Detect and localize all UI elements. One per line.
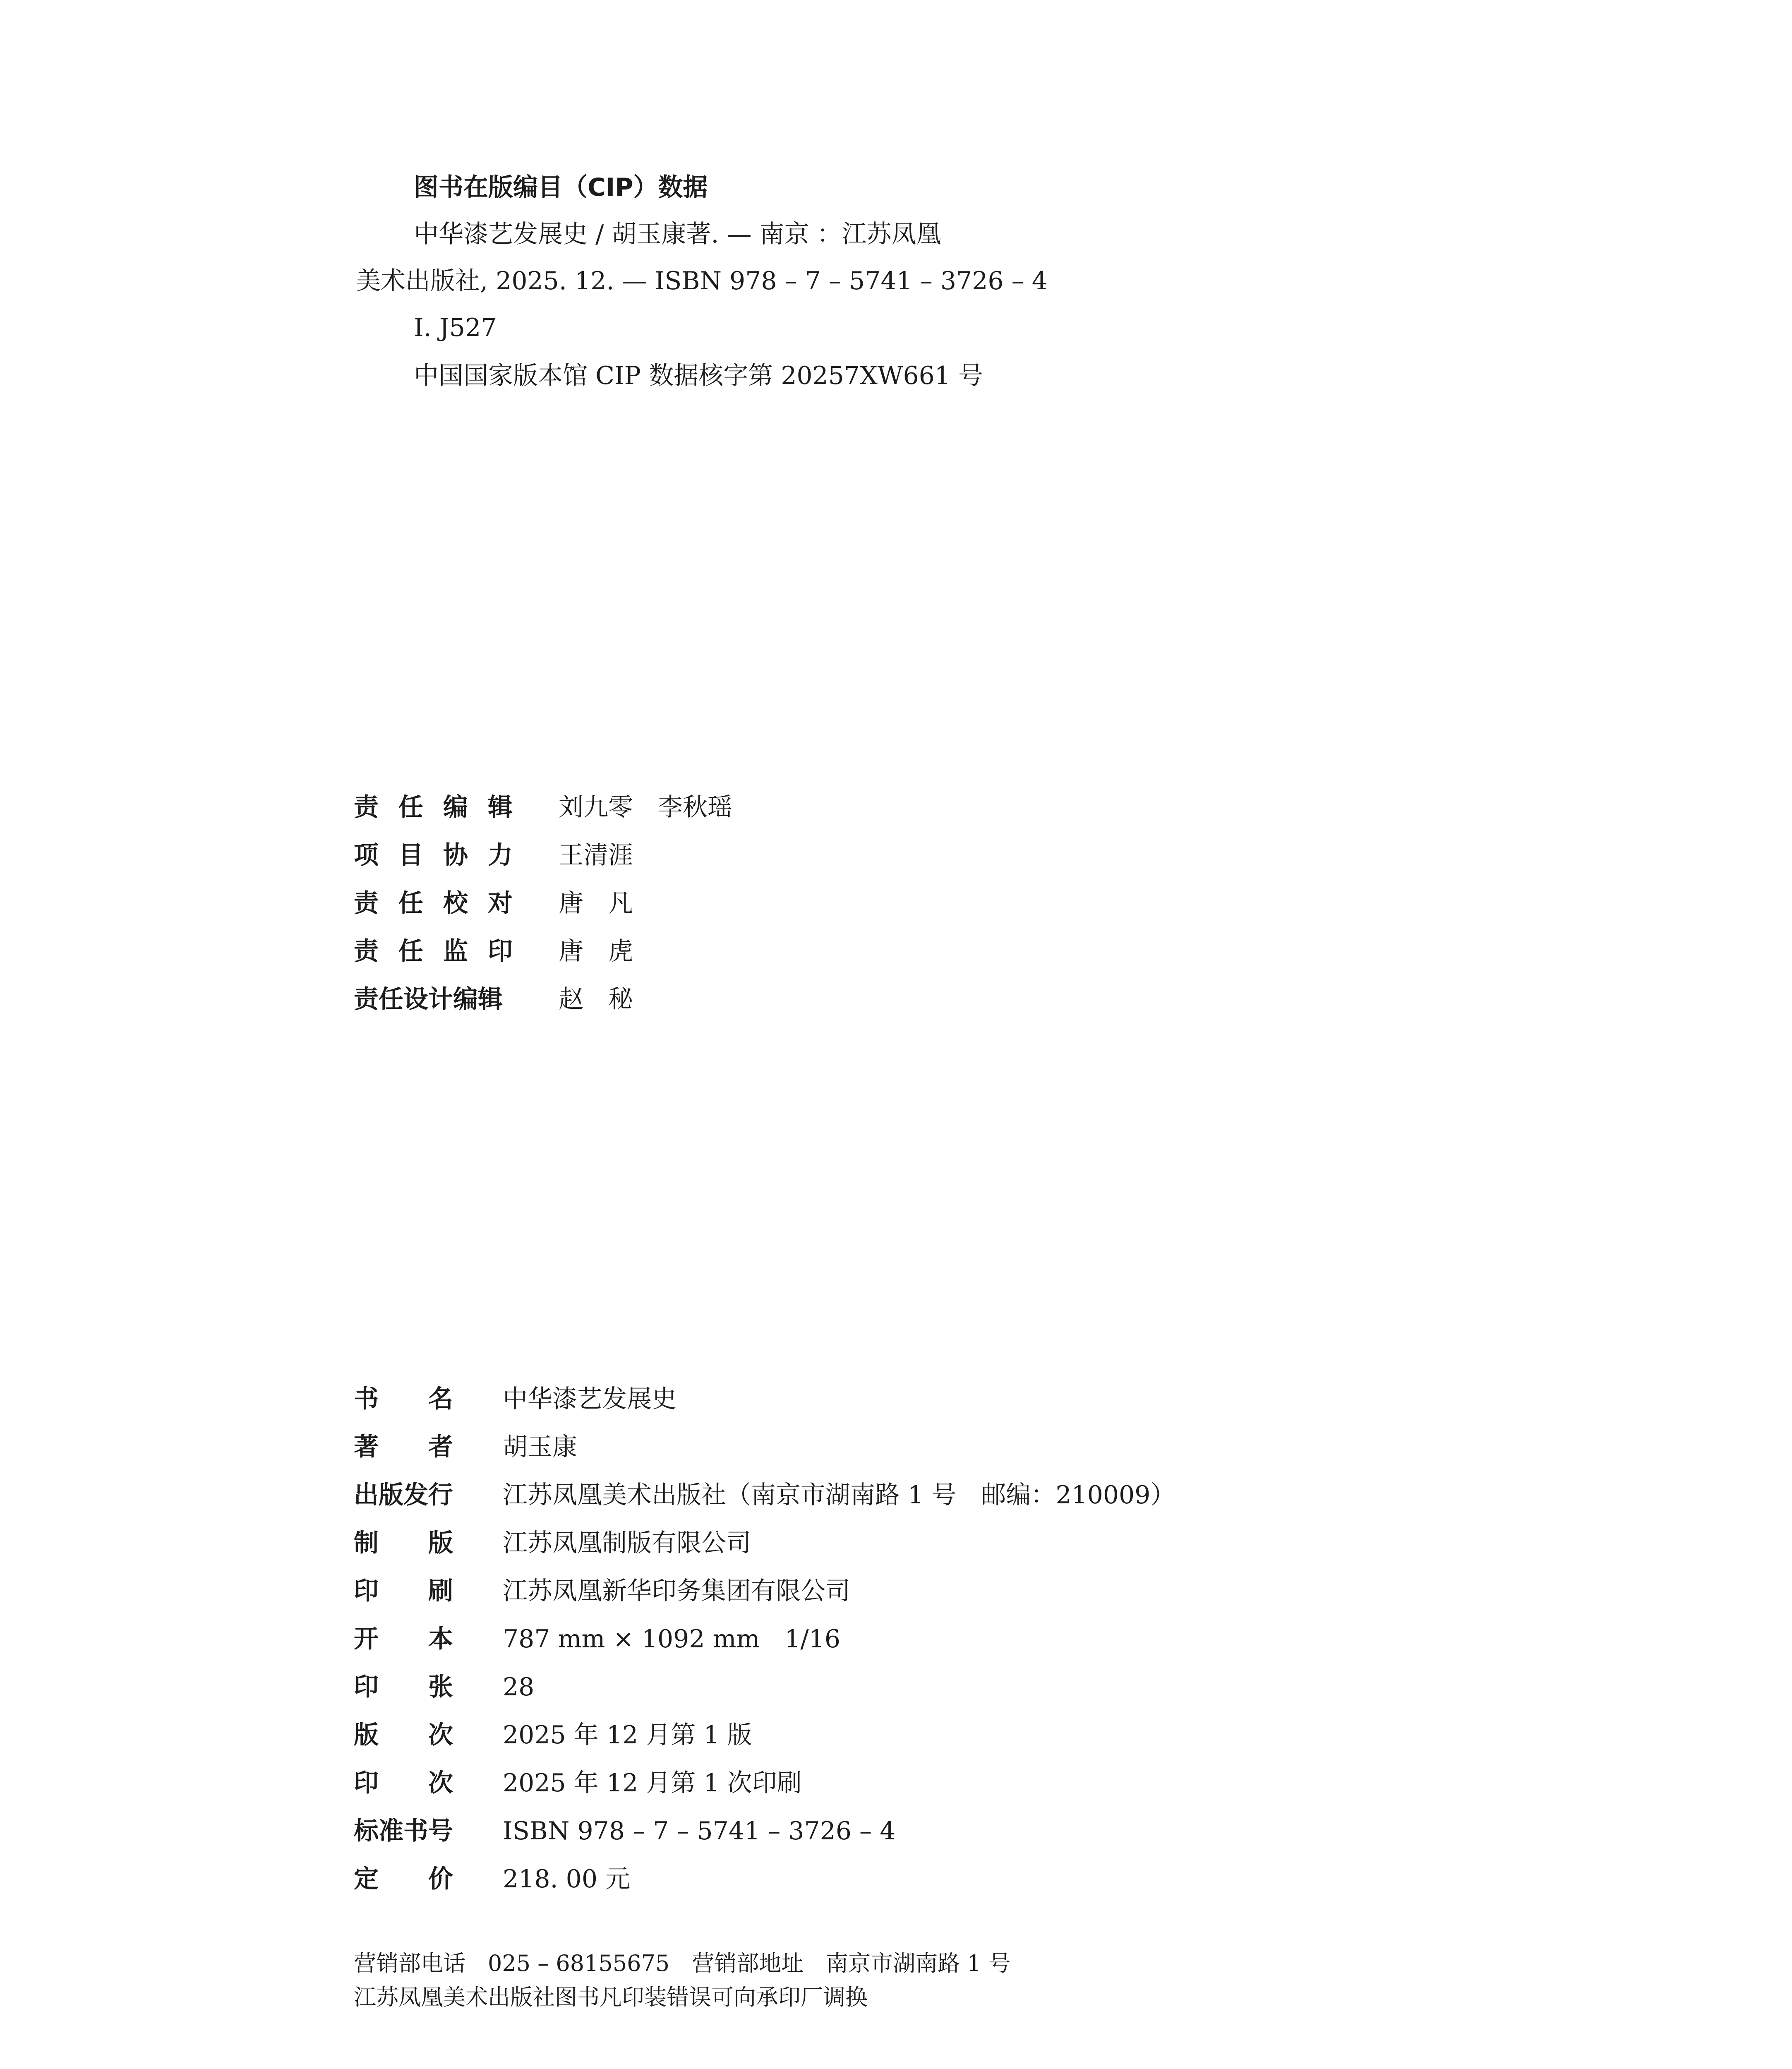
staff-value: 唐 凡 [559, 889, 633, 918]
detail-value: 江苏凤凰制版有限公司 [503, 1529, 751, 1558]
marketing-contact: 营销部电话 025 – 68155675 营销部地址 南京市湖南路 1 号 [354, 1950, 1011, 1976]
staff-label: 责任校对 [354, 889, 533, 918]
cip-line-2: 美术出版社, 2025. 12. — ISBN 978 – 7 – 5741 – 3726 – 4 [356, 266, 1048, 295]
detail-value: 787 mm × 1092 mm 1/16 [503, 1625, 841, 1654]
cip-line-3: Ⅰ. J527 [414, 313, 497, 342]
staff-label: 责任监印 [354, 937, 533, 966]
detail-value: 江苏凤凰美术出版社（南京市湖南路 1 号 邮编：210009） [503, 1481, 1175, 1510]
detail-value: 218. 00 元 [503, 1865, 631, 1894]
cip-title: 图书在版编目（CIP）数据 [414, 173, 708, 202]
detail-label: 出版发行 [354, 1481, 453, 1510]
detail-label: 版 次 [354, 1721, 453, 1750]
detail-label: 制 版 [354, 1529, 453, 1558]
exchange-notice: 江苏凤凰美术出版社图书凡印装错误可向承印厂调换 [354, 1984, 868, 2010]
detail-label: 著 者 [354, 1433, 453, 1462]
detail-value: ISBN 978 – 7 – 5741 – 3726 – 4 [503, 1817, 896, 1846]
staff-value: 唐 虎 [559, 937, 633, 966]
cip-line-4: 中国国家版本馆 CIP 数据核字第 20257XW661 号 [414, 361, 984, 390]
detail-value: 中华漆艺发展史 [503, 1385, 676, 1414]
detail-label: 印 刷 [354, 1577, 453, 1606]
detail-label: 定 价 [354, 1865, 453, 1894]
detail-value: 2025 年 12 月第 1 次印刷 [503, 1769, 802, 1798]
staff-value: 赵 秘 [559, 985, 633, 1014]
detail-label: 书 名 [354, 1385, 453, 1414]
detail-value: 28 [503, 1673, 535, 1702]
staff-value: 王清涯 [559, 841, 633, 870]
detail-value: 江苏凤凰新华印务集团有限公司 [503, 1577, 850, 1606]
detail-label: 标准书号 [354, 1817, 453, 1846]
detail-value: 胡玉康 [503, 1433, 577, 1462]
detail-value: 2025 年 12 月第 1 版 [503, 1721, 752, 1750]
staff-label: 责任设计编辑 [354, 985, 503, 1014]
detail-label: 开 本 [354, 1625, 453, 1654]
staff-label: 责任编辑 [354, 793, 533, 822]
staff-label: 项目协力 [354, 841, 533, 870]
cip-line-1: 中华漆艺发展史 / 胡玉康著. — 南京 ：江苏凤凰 [414, 220, 941, 249]
detail-label: 印 次 [354, 1769, 453, 1798]
detail-label: 印 张 [354, 1673, 453, 1702]
staff-value: 刘九零 李秋瑶 [559, 793, 732, 822]
